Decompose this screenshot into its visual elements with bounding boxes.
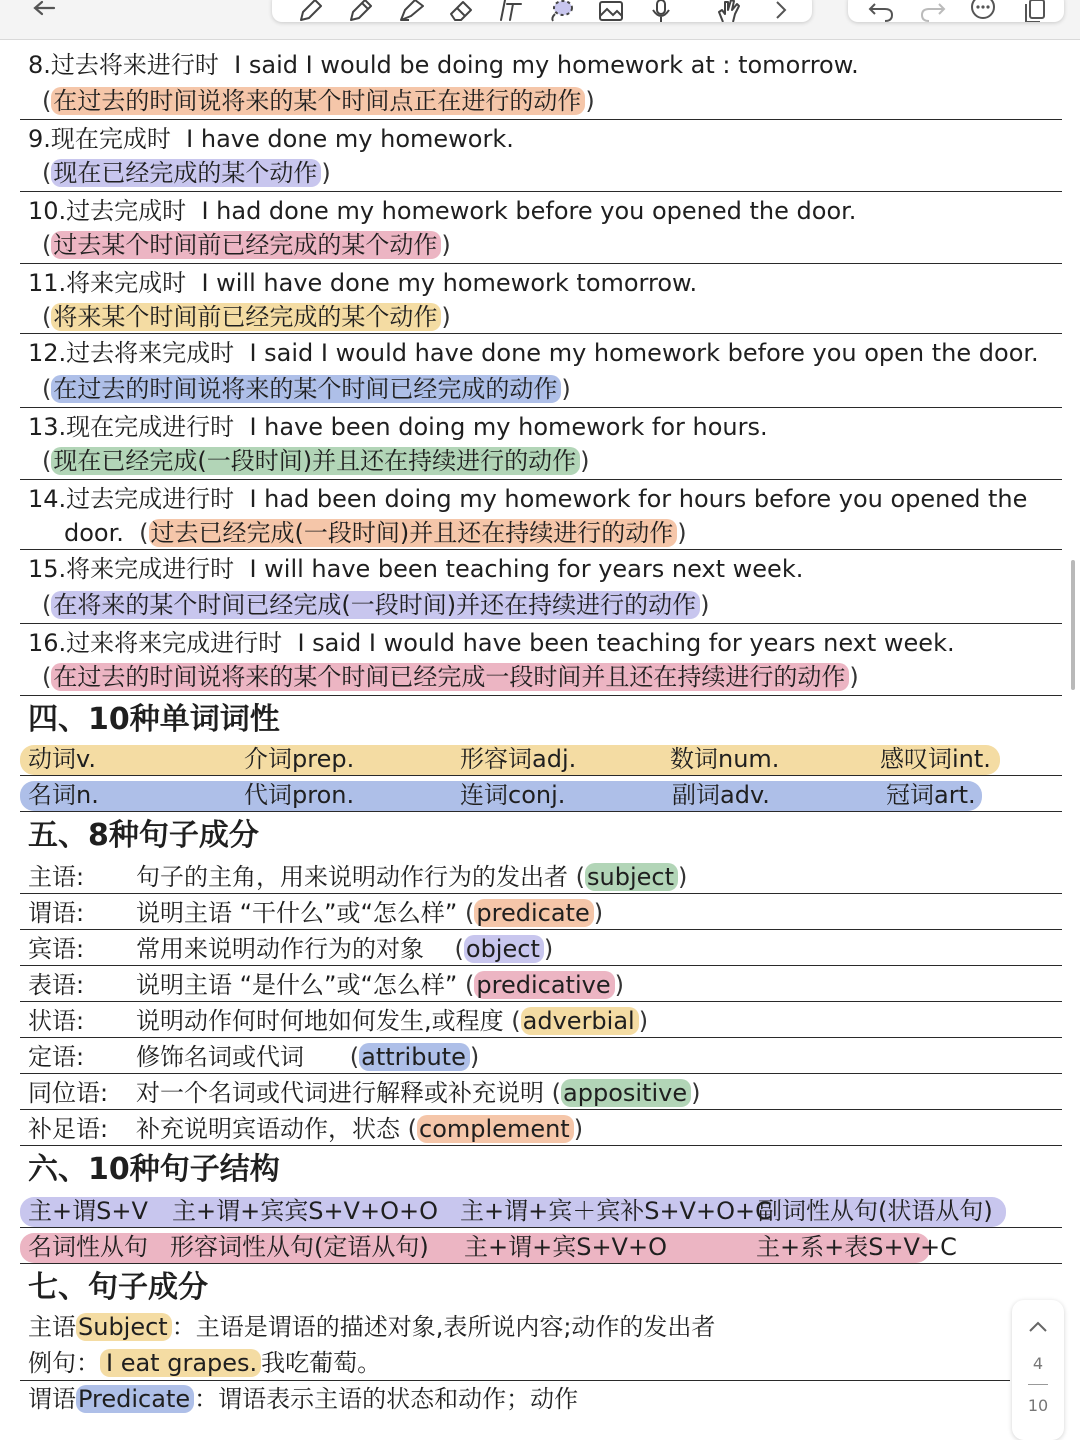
undo-icon[interactable] <box>864 0 898 22</box>
total-pages: 10 <box>1027 1396 1049 1415</box>
subject-desc: ：主语是谓语的描述对象,表所说内容;动作的发出者 <box>171 1313 716 1341</box>
component-desc: 补充说明宾语动作，状态 <box>136 1115 400 1143</box>
tense-note: 将来某个时间前已经完成的某个动作 <box>51 303 441 331</box>
example-cn: 我吃葡萄。 <box>261 1349 382 1377</box>
component-row: 状语: 说明动作何时何地如何发生,或程度 (adverbial ) <box>20 1004 1062 1038</box>
component-desc: 常用来说明动作行为的对象 <box>136 935 424 963</box>
tense-note: 在过去的时间说将来的某个时间已经完成一段时间并且还在持续进行的动作 <box>51 663 849 691</box>
image-icon[interactable] <box>594 0 628 22</box>
tense-row: 13.现在完成进行时 I have been doing my homework for hours. (现在已经完成(一段时间)并且还在持续进行的动作 ) <box>20 408 1062 480</box>
tense-row: 11.将来完成时 I will have done my homework tomorrow. (将来某个时间前已经完成的某个动作 ) <box>20 264 1062 334</box>
page-separator <box>1028 1384 1048 1385</box>
lasso-icon[interactable] <box>544 0 578 22</box>
pos-item: 名词n. <box>28 781 99 809</box>
subject-en: Subject <box>76 1313 172 1341</box>
component-desc: 说明主语 “干什么”或“怎么样” <box>136 899 458 927</box>
component-desc: 句子的主角，用来说明动作行为的发出者 <box>136 863 568 891</box>
component-en: predicative <box>474 971 614 999</box>
structure-row <box>20 1230 1062 1264</box>
component-term: 主语: <box>28 863 85 891</box>
tense-row: 8.过去将来进行时 I said I would be doing my homework at : tomorrow. (在过去的时间说将来的某个时间点正在进行的动作 ) <box>20 46 1062 120</box>
tense-example-cont: door. <box>64 519 124 547</box>
pos-row <box>20 778 1062 812</box>
pencil-icon[interactable] <box>344 0 378 22</box>
component-row: 表语: 说明主语 “是什么”或“怎么样” (predicative ) <box>20 968 1062 1002</box>
tense-example: I said I would have done my homework before you open the door. <box>249 339 1039 367</box>
predicate-cn: 谓语 <box>28 1385 76 1413</box>
component-row: 定语: 修饰名词或代词 (attribute ) <box>20 1040 1062 1074</box>
redo-icon[interactable] <box>916 0 950 22</box>
example-label: 例句： <box>28 1349 100 1377</box>
arrow-left-icon[interactable] <box>28 0 60 22</box>
eraser-icon[interactable] <box>444 0 478 22</box>
pos-item: 介词prep. <box>244 745 355 773</box>
structure-item: 形容词性从句(定语从句) <box>170 1233 429 1261</box>
tense-label: 13.现在完成进行时 <box>28 413 235 441</box>
example-en: I eat grapes. <box>100 1349 261 1377</box>
component-desc: 说明动作何时何地如何发生,或程度 <box>136 1007 504 1035</box>
component-en: adverbial <box>521 1007 639 1035</box>
tense-label: 15.将来完成进行时 <box>28 555 235 583</box>
hand-icon[interactable] <box>712 0 746 22</box>
tense-label: 11.将来完成时 <box>28 269 187 297</box>
component-term: 表语: <box>28 971 85 999</box>
component-en: complement <box>417 1115 574 1143</box>
pos-item: 形容词adj. <box>460 745 577 773</box>
component-term: 同位语: <box>28 1079 109 1107</box>
tense-label: 8.过去将来进行时 <box>28 51 219 79</box>
section-heading: 六、10种句子结构 <box>28 1152 280 1187</box>
tense-row: 10.过去完成时 I had done my homework before you opened the door. (过去某个时间前已经完成的某个动作 ) <box>20 192 1062 264</box>
pos-item: 冠词art. <box>886 781 976 809</box>
tense-note: 现在已经完成的某个动作 <box>51 159 321 187</box>
structure-item: 副词性从句(状语从句) <box>758 1197 993 1225</box>
structure-item: 主+谓+宾宾S+V+O+O <box>172 1197 438 1225</box>
component-row: 宾语: 常用来说明动作行为的对象 (object ) <box>20 932 1062 966</box>
example-line <box>28 1346 381 1380</box>
pos-item: 连词conj. <box>460 781 566 809</box>
chevron-right-icon[interactable] <box>766 0 796 22</box>
component-en: subject <box>585 863 678 891</box>
tense-label: 12.过去将来完成时 <box>28 339 235 367</box>
tense-label: 10.过去完成时 <box>28 197 187 225</box>
pos-item: 代词pron. <box>244 781 355 809</box>
structure-item: 主+谓+宾S+V+O <box>464 1233 667 1261</box>
highlighter-icon[interactable] <box>394 0 428 22</box>
tense-example: I will have done my homework tomorrow. <box>201 269 698 297</box>
tense-note: 在将来的某个时间已经完成(一段时间)并还在持续进行的动作 <box>51 591 700 619</box>
text-icon[interactable] <box>494 0 528 22</box>
tense-example: I have been doing my homework for hours. <box>249 413 768 441</box>
pos-item: 感叹词int. <box>880 745 991 773</box>
tense-row: 14.过去完成进行时 I had been doing my homework for hours before you opened the door. (过去已经完成(一段时间)并且还在持续进行的动作 ) <box>20 480 1062 550</box>
toolbar <box>0 0 1080 40</box>
structure-item: 主+谓S+V <box>28 1197 148 1225</box>
tense-example: I had been doing my homework for hours before you opened the <box>249 485 1028 513</box>
tense-label: 16.过来将来完成进行时 <box>28 629 283 657</box>
predicate-desc: ：谓语表示主语的状态和动作；动作 <box>194 1385 579 1413</box>
chevron-up-icon[interactable] <box>1024 1316 1052 1338</box>
component-term: 谓语: <box>28 899 85 927</box>
tense-note: 过去已经完成(一段时间)并且还在持续进行的动作 <box>149 519 678 547</box>
scrollbar-thumb[interactable] <box>1071 560 1075 690</box>
component-row: 补足语: 补充说明宾语动作，状态 (complement ) <box>20 1112 1062 1146</box>
more-icon[interactable] <box>966 0 1000 20</box>
tense-row: 15.将来完成进行时 I will have been teaching for years next week. (在将来的某个时间已经完成(一段时间)并还在持续进行的动作 ) <box>20 550 1062 624</box>
current-page: 4 <box>1032 1354 1044 1373</box>
pen-icon[interactable] <box>294 0 328 22</box>
tense-note: 在过去的时间说将来的某个时间点正在进行的动作 <box>51 87 585 115</box>
tense-example: I have done my homework. <box>186 125 514 153</box>
tense-example: I said I would be doing my homework at : tomorrow. <box>234 51 859 79</box>
section-heading: 五、8种句子成分 <box>28 818 259 853</box>
microphone-icon[interactable] <box>644 0 678 22</box>
tense-label: 9.现在完成时 <box>28 125 171 153</box>
component-term: 补足语: <box>28 1115 109 1143</box>
pos-item: 副词adv. <box>672 781 770 809</box>
subject-cn: 主语 <box>28 1313 76 1341</box>
action-group <box>848 0 1064 22</box>
component-term: 宾语: <box>28 935 85 963</box>
predicate-en: Predicate <box>76 1385 194 1413</box>
tense-row: 9.现在完成时 I have done my homework. (现在已经完成的某个动作 ) <box>20 120 1062 192</box>
pos-item: 数词num. <box>670 745 780 773</box>
structure-item: 名词性从句 <box>28 1233 148 1261</box>
tense-example: I will have been teaching for years next week. <box>249 555 804 583</box>
component-term: 状语: <box>28 1007 85 1035</box>
component-desc: 说明主语 “是什么”或“怎么样” <box>136 971 458 999</box>
component-row: 同位语: 对一个名词或代词进行解释或补充说明 (appositive ) <box>20 1076 1062 1110</box>
divider <box>20 1380 1010 1381</box>
tense-row: 16.过来将来完成进行时 I said I would have been teaching for years next week. (在过去的时间说将来的某个时间已经完成一段时间并且还在持续进行的动作 ) <box>20 624 1062 696</box>
component-desc: 修饰名词或代词 <box>136 1043 304 1071</box>
component-desc: 对一个名词或代词进行解释或补充说明 <box>136 1079 544 1107</box>
tool-group <box>272 0 812 22</box>
component-en: attribute <box>359 1043 470 1071</box>
predicate-line <box>28 1382 578 1416</box>
component-term: 定语: <box>28 1043 85 1071</box>
pos-row <box>20 742 1062 776</box>
component-en: appositive <box>561 1079 691 1107</box>
tense-label: 14.过去完成进行时 <box>28 485 235 513</box>
tense-note: 在过去的时间说将来的某个时间已经完成的动作 <box>51 375 561 403</box>
section-heading: 七、句子成分 <box>28 1270 208 1305</box>
component-row: 主语: 句子的主角，用来说明动作行为的发出者 (subject ) <box>20 860 1062 894</box>
component-row: 谓语: 说明主语 “干什么”或“怎么样” (predicate ) <box>20 896 1062 930</box>
tense-example: I had done my homework before you opened the door. <box>201 197 857 225</box>
component-en: object <box>464 935 544 963</box>
section-heading: 四、10种单词词性 <box>28 702 280 737</box>
subject-line <box>28 1310 715 1344</box>
pos-item: 动词v. <box>28 745 96 773</box>
tense-example: I said I would have been teaching for years next week. <box>297 629 955 657</box>
component-en: predicate <box>474 899 593 927</box>
tense-note: 过去某个时间前已经完成的某个动作 <box>51 231 441 259</box>
pages-icon[interactable] <box>1018 0 1052 22</box>
structure-item: 主+谓+宾＋宾补S+V+O+C <box>460 1197 772 1225</box>
structure-row <box>20 1194 1062 1228</box>
tense-row: 12.过去将来完成时 I said I would have done my homework before you open the door. (在过去的时间说将来的某个时间已经完成的动作 ) <box>20 334 1062 408</box>
page-navigator <box>1012 1300 1064 1440</box>
tense-note: 现在已经完成(一段时间)并且还在持续进行的动作 <box>51 447 580 475</box>
structure-item: 主+系+表S+V+C <box>756 1233 957 1261</box>
